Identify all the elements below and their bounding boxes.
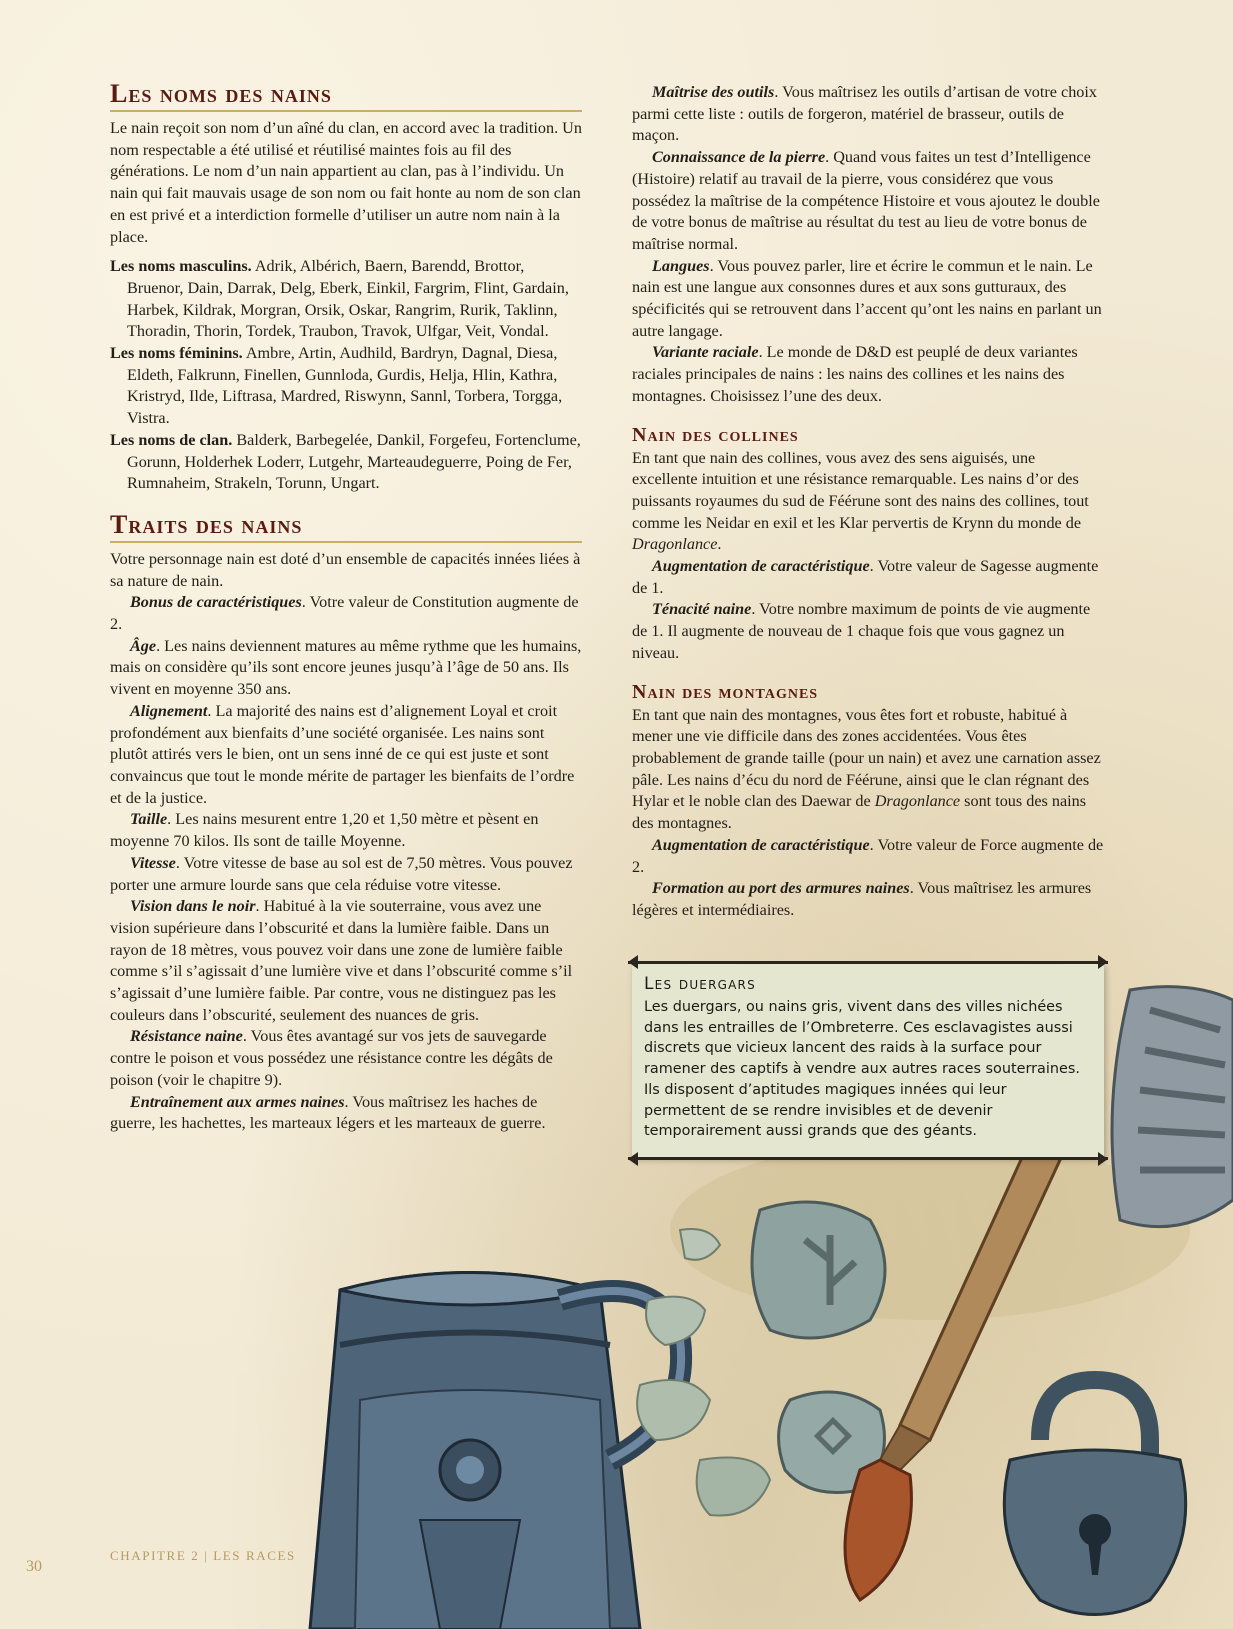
duergars-sidebar xyxy=(632,964,1104,1157)
trait-taille xyxy=(110,809,582,852)
trait-resistance-label: Résistance naine xyxy=(130,1027,243,1046)
trait-outils-text: . Vous maîtrisez les outils d’artisan de votre choix parmi cette liste : outils de forgeron, matériel de brasseur, outils de maçon. xyxy=(632,83,1097,145)
trait-armes xyxy=(110,1092,582,1135)
trait-vision-text: . Habitué à la vie souterraine, vous avez une vision supérieure dans l’obscurité et dans la lumière faible. Dans un rayon de 18 mètres, vous pouvez voir dans une zone de lumière faible comme s’il s’agissait d’une lumière vive et dans l’obscurité comme s’il s’agissait d’une lumière faible. Par contre, vous ne distinguez pas les couleurs dans l’obscurité, seulement des nuances de gris. xyxy=(110,897,573,1024)
feminine-names-text: Ambre, Artin, Audhild, Bardryn, Dagnal, Diesa, Eldeth, Falkrunn, Finellen, Gunnloda, Gurdis, Helja, Hlin, Kathra, Kristryd, Ilde, Liftrasa, Mardred, Riswynn, Sannl, Torbera, Torgga, Vistra. xyxy=(127,344,563,428)
noms-intro-paragraph: Le nain reçoit son nom d’un aîné du clan, en accord avec la tradition. Un nom respectable a été utilisé et réutilisé maintes fois au fil des générations. Le nom d’un nain appartient au clan, pas à l’individu. Un nain qui fait mauvais usage de son nom ou fait honte au nom de son clan en est privé et a interdiction formelle d’utiliser un autre nom nain à la place. xyxy=(110,119,582,246)
sidebar-right-arrow-bottom xyxy=(1098,1152,1108,1166)
trait-variante-text: . Le monde de D&D est peuplé de deux variantes raciales principales de nains : les nains des collines et les nains des montagnes. Choisissez l’une des deux. xyxy=(632,343,1078,405)
trait-tenacite xyxy=(632,599,1104,664)
right-column xyxy=(632,82,1104,922)
name-lists xyxy=(110,256,582,495)
feminine-names-label: Les noms féminins. xyxy=(110,344,243,363)
trait-augmentation-sagesse-text: . Votre valeur de Sagesse augmente de 1. xyxy=(632,557,1099,597)
trait-age xyxy=(110,636,582,701)
trait-augmentation-force-text: . Votre valeur de Force augmente de 2. xyxy=(632,835,1104,876)
trait-variante xyxy=(632,342,1104,407)
trait-augmentation-force-label: Augmentation de caractéristique xyxy=(652,835,870,854)
trait-variante-label: Variante raciale xyxy=(652,343,759,362)
comb-icon xyxy=(1112,987,1233,1227)
trait-pierre-label: Connaissance de la pierre xyxy=(652,148,826,167)
left-column xyxy=(110,78,582,1135)
heading-noms-des-nains: Les noms des nains xyxy=(110,78,582,112)
trait-outils-label: Maîtrise des outils xyxy=(652,83,775,101)
heading-traits-des-nains: Traits des nains xyxy=(110,509,582,543)
trait-taille-text: . Les nains mesurent entre 1,20 et 1,50 mètre et pèsent en moyenne 70 kilos. Ils sont de taille Moyenne. xyxy=(110,810,539,851)
trait-age-label: Âge xyxy=(130,636,157,655)
collines-text: En tant que nain des collines, vous avez des sens aiguisés, une excellente intuition et une résistance remarquable. Les nains d’or des puissants royaumes du sud de Féérune sont des nains des collines, tout comme les Neidar en exil et les Klar pervertis de Krynn du monde de xyxy=(632,448,1089,532)
montagnes-dragonlance: Dragonlance xyxy=(874,792,961,811)
trait-outils xyxy=(632,82,1104,147)
clan-names-text: Balderk, Barbegelée, Dankil, Forgefeu, Fortenclume, Gorunn, Holderhek Loderr, Lutgehr, Marteaudeguerre, Poing de Fer, Rumnaheim, Strakeln, Torunn, Ungart. xyxy=(127,430,581,493)
trait-langues-label: Langues xyxy=(652,256,710,275)
trait-vitesse xyxy=(110,853,582,896)
clan-names-label: Les noms de clan. xyxy=(110,430,233,449)
sidebar-bottom-border xyxy=(628,1157,1108,1160)
beer-mug-icon xyxy=(310,1273,681,1629)
trait-vitesse-label: Vitesse xyxy=(130,853,176,872)
trait-pierre xyxy=(632,147,1104,256)
trait-bonus-label: Bonus de caractéristiques xyxy=(130,593,302,612)
trait-vision xyxy=(110,896,582,1026)
collines-end: . xyxy=(717,535,722,554)
trait-taille-label: Taille xyxy=(130,810,168,829)
trait-resistance-text: . Vous êtes avantagé sur vos jets de sauvegarde contre le poison et vous possédez une résistance contre les dégâts de poison (voir le chapitre 9). xyxy=(110,1027,553,1089)
trait-pierre-text: . Quand vous faites un test d’Intelligence (Histoire) relatif au travail de la pierre, vous considérez que vous possédez la maîtrise de la compétence Histoire et vous ajoutez le double de votre bonus de maîtrise au résultat du test au lieu de votre bonus de maîtrise normal. xyxy=(632,148,1100,253)
montagnes-end: sont tous des nains des montagnes. xyxy=(632,792,1087,833)
sidebar-content xyxy=(632,964,1104,1142)
clan-names xyxy=(110,430,582,495)
trait-tenacite-text: . Votre nombre maximum de points de vie augmente de 1. Il augmente de nouveau de 1 chaque fois que vous gagnez un niveau. xyxy=(632,600,1091,662)
montagnes-paragraph xyxy=(632,705,1104,835)
trait-augmentation-sagesse xyxy=(632,556,1104,599)
trait-armures-text: . Vous maîtrisez les armures légères et intermédiaires. xyxy=(632,879,1092,919)
heading-nain-des-montagnes: Nain des montagnes xyxy=(632,680,819,703)
trait-armes-text: . Vous maîtrisez les haches de guerre, les hachettes, les marteaux légers et les marteaux de guerre. xyxy=(110,1092,546,1133)
trait-armures-label: Formation au port des armures naines xyxy=(652,879,910,898)
trait-resistance xyxy=(110,1026,582,1091)
sidebar-text: Les duergars, ou nains gris, vivent dans des villes nichées dans les entrailles de l’Ombreterre. Ces esclavagistes aussi discrets que vicieux lancent des raids à la surface pour ramener des captifs à vendre aux autres races souterraines. Ils disposent d’aptitudes magiques innées qui leur permettent de se rendre invisibles et de devenir temporairement aussi grands que des géants. xyxy=(644,999,1080,1140)
page-number: 30 xyxy=(26,1558,42,1575)
trait-armures xyxy=(632,878,1104,921)
chapter-footer: CHAPITRE 2 | LES RACES xyxy=(110,1548,296,1563)
masculine-names-label: Les noms masculins. xyxy=(110,257,252,276)
lock-icon xyxy=(1004,1380,1185,1615)
trait-langues xyxy=(632,256,1104,343)
trait-augmentation-force xyxy=(632,835,1104,878)
sidebar-title: Les duergars xyxy=(644,974,756,994)
feminine-names xyxy=(110,343,582,430)
trait-alignement xyxy=(110,701,582,810)
masculine-names-text: Adrik, Albérich, Baern, Barendd, Brottor, Bruenor, Dain, Darrak, Delg, Eberk, Einkil, Fargrim, Flint, Gardain, Harbek, Kildrak, Morgran, Orsik, Oskar, Rangrim, Rurik, Taklinn, Thoradin, Thorin, Tordek, Traubon, Travok, Ulfgar, Veit, Vondal. xyxy=(127,257,569,341)
trait-bonus-text: . Votre valeur de Constitution augmente de 2. xyxy=(110,593,579,634)
trait-langues-text: . Vous pouvez parler, lire et écrire le commun et le nain. Le nain est une langue aux consonnes dures et aux sons gutturaux, des spécificités qui se retrouvent dans l’accent qu’ont les nains en parlant un autre langage. xyxy=(632,256,1102,340)
heading-nain-des-collines: Nain des collines xyxy=(632,423,799,446)
trait-bonus xyxy=(110,592,582,635)
sidebar-right-arrow-top xyxy=(1098,955,1108,969)
collines-paragraph xyxy=(632,448,1104,557)
trait-vision-label: Vision dans le noir xyxy=(130,897,256,916)
trait-alignement-label: Alignement xyxy=(130,701,208,720)
montagnes-text: En tant que nain des montagnes, vous êtes fort et robuste, habitué à mener une vie difficile dans des zones accidentées. Vous êtes probablement de grande taille (pour un nain) et avez une carnation assez pâle. Les nains d’écu du nord de Féérune, ainsi que le clan régnant des Hylar et le noble clan des Daewar de xyxy=(632,705,1101,811)
traits-intro-paragraph: Votre personnage nain est doté d’un ensemble de capacités innées liées à sa nature de nain. xyxy=(110,549,581,590)
trait-age-text: . Les nains deviennent matures au même rythme que les humains, mais on considère qu’ils sont encore jeunes jusqu’à l’âge de 50 ans. Ils vivent en moyenne 350 ans. xyxy=(110,636,582,699)
sidebar-left-arrow-top xyxy=(628,955,638,969)
trait-armes-label: Entraînement aux armes naines xyxy=(130,1092,345,1111)
sidebar-top-border xyxy=(628,961,1108,964)
masculine-names xyxy=(110,256,582,343)
trait-vitesse-text: . Votre vitesse de base au sol est de 7,50 mètres. Vous pouvez porter une armure lourde sans que cela réduise votre vitesse. xyxy=(110,853,573,894)
trait-alignement-text: . La majorité des nains est d’alignement Loyal et croit profondément aux bienfaits d’une société organisée. Les nains sont plutôt attirés vers le bien, ont un sens inné de ce qui est juste et sont convaincus que tout le monde mérite de partager les bienfaits de l’ordre et de la justice. xyxy=(110,701,575,807)
trait-augmentation-sagesse-label: Augmentation de caractéristique xyxy=(652,557,870,576)
sidebar-left-arrow-bottom xyxy=(628,1152,638,1166)
trait-tenacite-label: Ténacité naine xyxy=(652,600,752,619)
collines-dragonlance: Dragonlance xyxy=(632,535,718,554)
